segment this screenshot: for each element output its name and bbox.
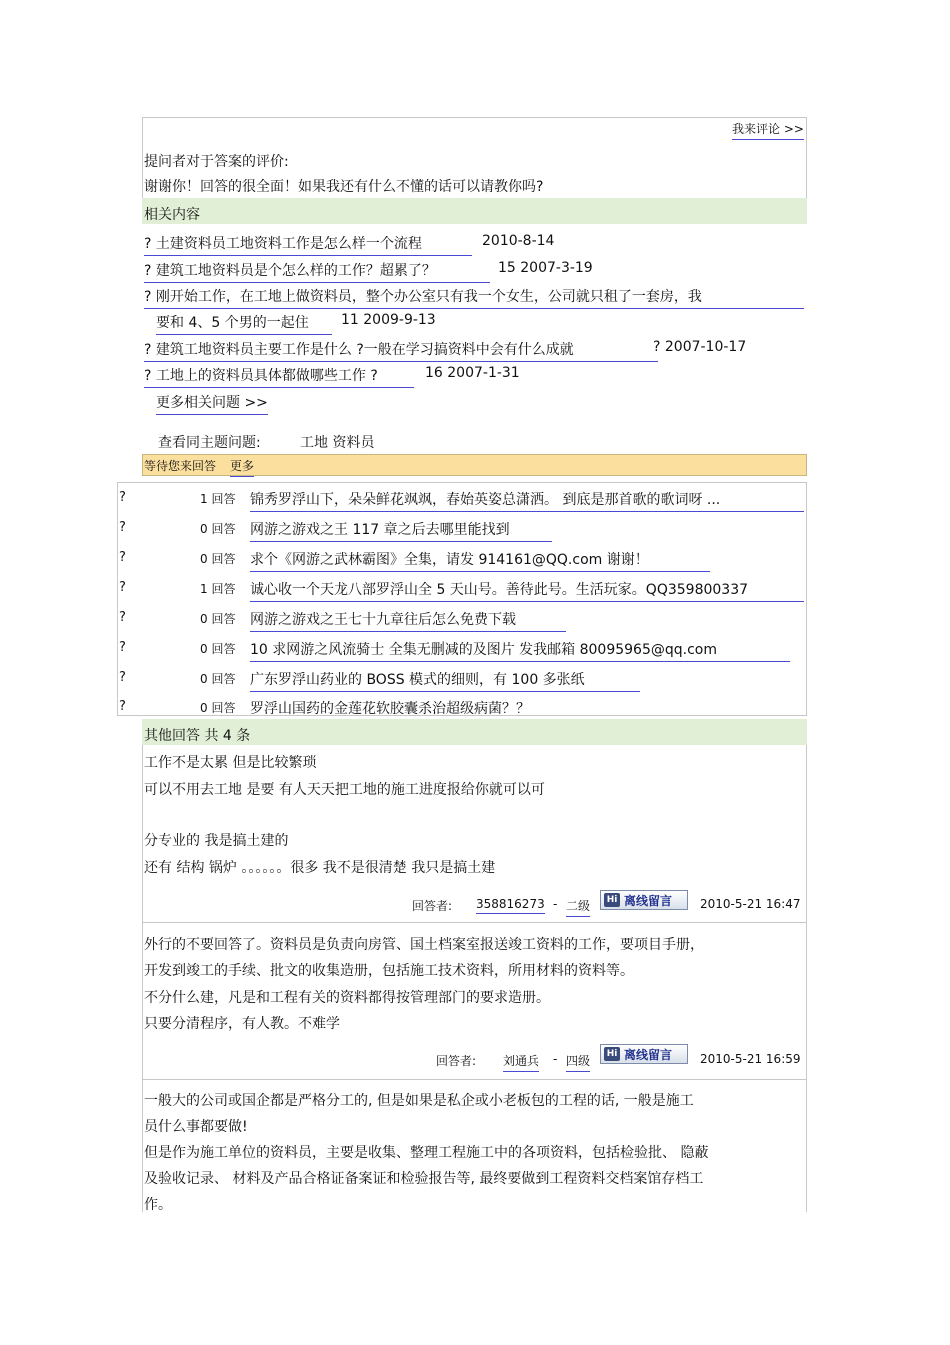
related-header-bar	[142, 198, 807, 224]
related-item-2[interactable]: ? 建筑工地资料员是个怎么样的工作？超累了？	[144, 260, 490, 283]
offline-message-label: 离线留言	[624, 893, 673, 908]
related-item-3-line1[interactable]: ? 刚开始工作，在工地上做资料员，整个办公室只有我一个女生，公司就只租了一套房，我	[144, 286, 804, 309]
answer-3-line: 及验收记录、 材料及产品合格证备案证和检验报告等, 最终要做到工程资料交档案馆存档工	[144, 1171, 704, 1187]
comment-link[interactable]: 我来评论 >>	[732, 120, 804, 140]
list-item-mark: ?	[119, 550, 126, 565]
related-item-3-line2[interactable]: 要和 4、5 个男的一起住	[156, 312, 332, 335]
answerer-label: 回答者:	[436, 1054, 477, 1068]
answerer-level[interactable]: 四级	[566, 1052, 590, 1072]
related-item-5-meta: 16 2007-1-31	[425, 365, 520, 381]
evaluation-label: 提问者对于答案的评价:	[144, 154, 289, 170]
list-item-count: 0 回答	[200, 672, 236, 686]
list-item-mark: ?	[119, 670, 126, 685]
answer-1-line: 工作不是太累 但是比较繁琐	[144, 755, 317, 771]
related-item-3-meta: 11 2009-9-13	[341, 312, 436, 328]
related-item-4-meta: ? 2007-10-17	[653, 339, 747, 355]
list-item[interactable]: 网游之游戏之王 117 章之后去哪里能找到	[250, 519, 552, 542]
list-item-count: 0 回答	[200, 552, 236, 566]
list-item[interactable]: 广东罗浮山药业的 BOSS 模式的细则，有 100 多张纸	[250, 669, 640, 692]
answer-3-line: 但是作为施工单位的资料员，主要是收集、整理工程施工中的各项资料，包括检验批、 隐蔽	[144, 1145, 709, 1161]
related-item-2-meta: 15 2007-3-19	[498, 260, 593, 276]
list-item-mark: ?	[119, 490, 126, 505]
answer-3-line: 一般大的公司或国企都是严格分工的, 但是如果是私企或小老板包的工程的话, 一般是施工	[144, 1093, 694, 1109]
related-item-1-meta: 2010-8-14	[482, 233, 555, 249]
evaluation-text: 谢谢你！回答的很全面！如果我还有什么不懂的话可以请教你吗?	[144, 179, 544, 195]
list-item-count: 0 回答	[200, 642, 236, 656]
list-item[interactable]: 网游之游戏之王七十九章往后怎么免费下载	[250, 609, 566, 632]
related-item-5[interactable]: ? 工地上的资料员具体都做哪些工作 ?	[144, 365, 414, 388]
answer-2-line: 只要分清程序，有人教。不难学	[144, 1016, 340, 1032]
related-title: 相关内容	[144, 207, 200, 223]
message-icon: Hi	[604, 893, 620, 907]
related-item-1[interactable]: ? 土建资料员工地资料工作是怎么样一个流程	[144, 233, 472, 256]
offline-message-label: 离线留言	[624, 1047, 673, 1062]
list-item-count: 0 回答	[200, 612, 236, 626]
list-item[interactable]: 罗浮山国药的金莲花软胶囊杀治超级病菌？？	[250, 698, 584, 721]
same-topic-tags[interactable]: 工地 资料员	[300, 432, 374, 455]
list-item[interactable]: 诚心收一个天龙八部罗浮山全 5 天山号。善待此号。生活玩家。QQ359800337	[250, 579, 804, 602]
answer-1-line: 分专业的 我是搞土建的	[144, 833, 289, 849]
list-item[interactable]: 10 求网游之风流骑士 全集无删减的及图片 发我邮箱 80095965@qq.com	[250, 639, 790, 662]
list-item-mark: ?	[119, 520, 126, 535]
related-item-4[interactable]: ? 建筑工地资料员主要工作是什么 ?一般在学习搞资料中会有什么成就	[144, 339, 658, 362]
message-icon: Hi	[604, 1047, 620, 1061]
other-answers-title: 其他回答 共 4 条	[144, 728, 251, 744]
answer-3-line: 员什么事都要做!	[144, 1119, 248, 1135]
answer-2-line: 外行的不要回答了。资料员是负责向房管、国土档案室报送竣工资料的工作，要项目手册，	[144, 937, 704, 953]
answer-2-line: 开发到竣工的手续、批文的收集造册，包括施工技术资料，所用材料的资料等。	[144, 963, 634, 979]
answer-1-line: 还有 结构 锅炉 。。。。。。很多 我不是很清楚 我只是搞土建	[144, 860, 496, 876]
list-item-mark: ?	[119, 640, 126, 655]
list-item-count: 0 回答	[200, 522, 236, 536]
offline-message-button[interactable]	[600, 1044, 688, 1064]
answer-1-line: 可以不用去工地 是要 有人天天把工地的施工进度报给你就可以可	[144, 782, 545, 798]
answerer-level[interactable]: 二级	[566, 897, 590, 917]
list-item-mark: ?	[119, 610, 126, 625]
answer-time: 2010-5-21 16:59	[700, 1052, 801, 1066]
same-topic-label: 查看同主题问题:	[158, 435, 261, 451]
waiting-more-link[interactable]: 更多	[230, 457, 254, 477]
answer-2-line: 不分什么建，凡是和工程有关的资料都得按管理部门的要求造册。	[144, 990, 550, 1006]
answerer-name[interactable]: 刘通兵	[503, 1052, 539, 1072]
list-item[interactable]: 锦秀罗浮山下，朵朵鲜花飒飒，春始英姿总潇洒。 到底是那首歌的歌词呀 ...	[250, 489, 804, 512]
waiting-title: 等待您来回答	[144, 459, 217, 473]
answerer-label: 回答者:	[412, 899, 453, 913]
list-item-mark: ?	[119, 580, 126, 595]
separator: -	[553, 897, 558, 911]
list-item-count: 0 回答	[200, 701, 236, 715]
list-item[interactable]: 求个《网游之武林霸图》全集，请发 914161@QQ.com 谢谢！	[250, 549, 710, 572]
list-item-count: 1 回答	[200, 582, 236, 596]
answerer-name[interactable]: 358816273	[476, 897, 545, 914]
answer-time: 2010-5-21 16:47	[700, 897, 801, 911]
related-more-link[interactable]: 更多相关问题 >>	[156, 392, 268, 415]
offline-message-button[interactable]	[600, 890, 688, 910]
separator: -	[553, 1052, 558, 1066]
answer-3-line: 作。	[144, 1197, 172, 1213]
list-item-mark: ?	[119, 699, 126, 714]
list-item-count: 1 回答	[200, 492, 236, 506]
